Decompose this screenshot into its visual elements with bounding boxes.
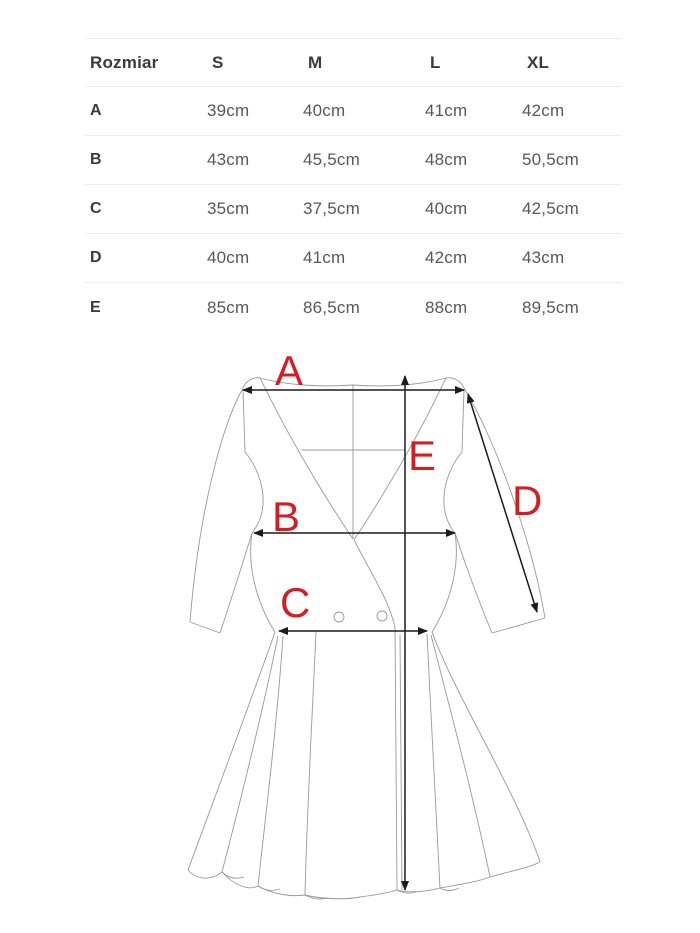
table-row xyxy=(85,136,622,185)
size-value-cell: 37,5cm xyxy=(303,199,360,218)
column-header-l: L xyxy=(430,52,441,72)
button-detail xyxy=(334,612,344,622)
size-value-cell: 42,5cm xyxy=(522,199,579,218)
table-row xyxy=(85,185,622,234)
column-header-rozmiar: Rozmiar xyxy=(90,52,159,72)
size-value-cell: 42cm xyxy=(425,248,468,267)
size-value-cell: 85cm xyxy=(207,297,250,317)
size-value-cell: 40cm xyxy=(303,101,346,120)
size-value-cell: 43cm xyxy=(522,248,565,267)
measurement-label-d: D xyxy=(512,477,543,524)
column-header-m: M xyxy=(308,52,323,72)
size-value-cell: 41cm xyxy=(425,101,468,120)
size-value-cell: 35cm xyxy=(207,199,250,218)
size-table-header-row xyxy=(85,38,622,87)
size-value-cell: 40cm xyxy=(207,248,250,267)
measurement-row-label: E xyxy=(90,298,101,316)
size-value-cell: 43cm xyxy=(207,150,250,169)
measurement-row-label: A xyxy=(90,102,102,119)
size-value-cell: 42cm xyxy=(522,101,565,120)
measurement-label-e: E xyxy=(408,432,437,479)
column-header-s: S xyxy=(212,52,224,72)
table-row xyxy=(85,283,622,332)
button-detail xyxy=(377,611,387,621)
size-value-cell: 45,5cm xyxy=(303,150,360,169)
size-value-cell: 89,5cm xyxy=(522,297,579,317)
measurement-row-label: C xyxy=(90,200,102,217)
table-row xyxy=(85,87,622,136)
measurement-label-a: A xyxy=(275,347,304,394)
column-header-xl: XL xyxy=(527,52,550,72)
size-value-cell: 39cm xyxy=(207,101,250,120)
size-value-cell: 50,5cm xyxy=(522,150,579,169)
garment-measurement-diagram xyxy=(150,340,570,920)
measurement-row-label: B xyxy=(90,151,102,168)
measurement-row-label: D xyxy=(90,249,102,266)
size-value-cell: 41cm xyxy=(303,248,346,267)
measurement-label-b: B xyxy=(272,493,301,540)
dress-outline-sketch xyxy=(188,378,545,899)
measurement-label-c: C xyxy=(280,579,311,626)
size-value-cell: 86,5cm xyxy=(303,297,360,317)
size-table xyxy=(85,38,622,332)
table-row xyxy=(85,234,622,283)
size-value-cell: 88cm xyxy=(425,297,468,317)
measurement-labels xyxy=(272,347,542,626)
size-value-cell: 48cm xyxy=(425,150,468,169)
size-value-cell: 40cm xyxy=(425,199,468,218)
